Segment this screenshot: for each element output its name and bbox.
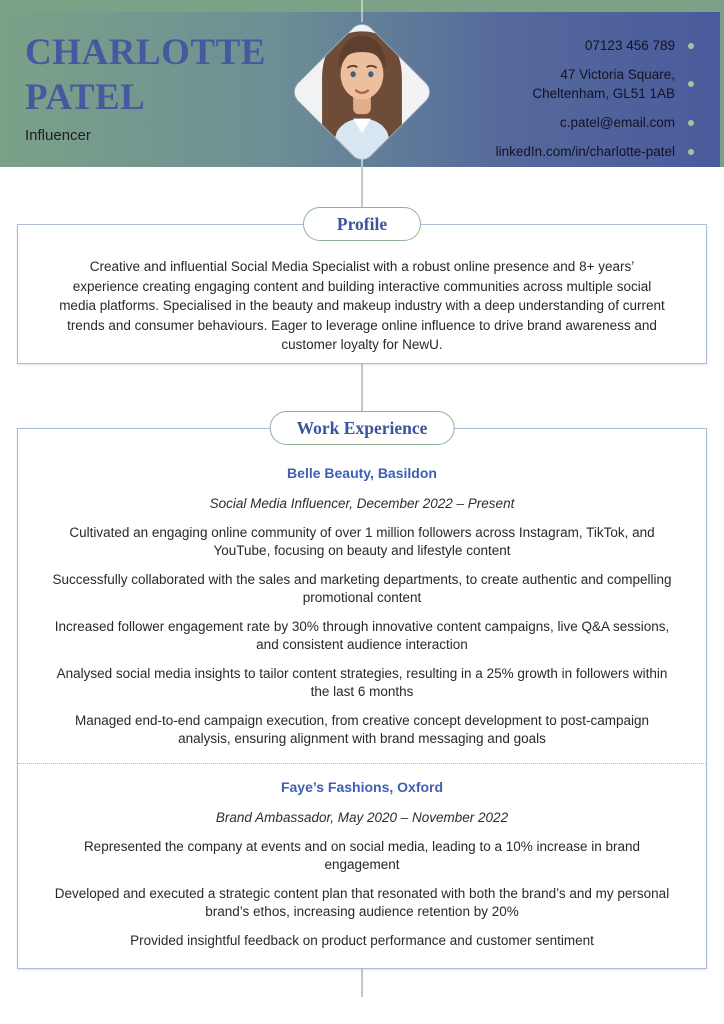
contact-phone-row [585,36,694,55]
address-bullet-icon [688,81,694,87]
company-name: Belle Beauty, Basildon [287,465,437,481]
name-block [25,30,266,144]
email-bullet-icon [688,120,694,126]
linkedin-bullet-icon [688,149,694,155]
contact-address-row [532,65,694,103]
contact-linkedin-row [496,142,694,161]
name-last: PATEL [25,77,146,118]
job-role-dates: Brand Ambassador, May 2020 – November 2022 [215,810,509,825]
job-divider [18,763,706,764]
phone-number: 07123 456 789 [584,38,675,53]
job-bullet: Developed and executed a strategic content plan that resonated with both the brand’s and my personal brand’s ethos, increasing audience retention by 20% [54,886,670,919]
connector-profile-to-work [361,364,363,413]
linkedin-url: linkedIn.com/in/charlotte-patel [495,144,675,159]
work-experience-section-box [17,428,707,969]
job-title: Influencer [25,127,91,144]
company-name: Faye’s Fashions, Oxford [280,779,444,795]
job-entry [18,779,706,950]
job-bullet: Analysed social media insights to tailor content strategies, resulting in a 25% growth in followers within the last 6 months [56,666,668,699]
contact-email-row [560,113,694,132]
job-bullet: Successfully collaborated with the sales and marketing departments, to create authentic and compelling promotional content [52,572,672,605]
address [532,65,675,103]
job-bullet: Represented the company at events and on social media, leading to a 10% increase in brand engagement [83,839,641,872]
address-line-1: 47 Victoria Square, [560,67,675,82]
profile-summary-text: Creative and influential Social Media Specialist with a robust online presence and 8+ years’ experience creating engaging content and building interactive communities across multiple social media platforms. Specialised in the beauty and makeup industry with a deep understanding of current trends and consumer behaviours. Eager to leverage online influence to drive brand awareness and customer loyalty for NewU. [59,259,665,352]
job-role-dates: Social Media Influencer, December 2022 – Present [209,496,515,511]
job-entry [18,465,706,748]
connector-header-to-profile [361,167,363,209]
name-first: CHARLOTTE [25,32,266,73]
email-address: c.patel@email.com [560,115,675,130]
connector-work-to-bottom [361,969,363,997]
job-bullet: Managed end-to-end campaign execution, from creative concept development to post-campaign analysis, ensuring alignment with brand messaging and goals [74,713,650,746]
address-line-2: Cheltenham, GL51 1AB [532,86,675,101]
section-heading-profile: Profile [303,207,421,241]
profile-section-box [17,224,707,364]
job-bullet: Cultivated an engaging online community of over 1 million followers across Instagram, TikTok, and YouTube, focusing on beauty and lifestyle content [69,525,655,558]
phone-bullet-icon [688,43,694,49]
job-bullet: Increased follower engagement rate by 30% through innovative content campaigns, live Q&A sessions, and consistent audience interaction [54,619,670,652]
header [0,0,724,167]
contact-block [496,36,694,161]
job-bullet: Provided insightful feedback on product performance and customer sentiment [130,933,594,948]
section-heading-work-experience: Work Experience [270,411,455,445]
